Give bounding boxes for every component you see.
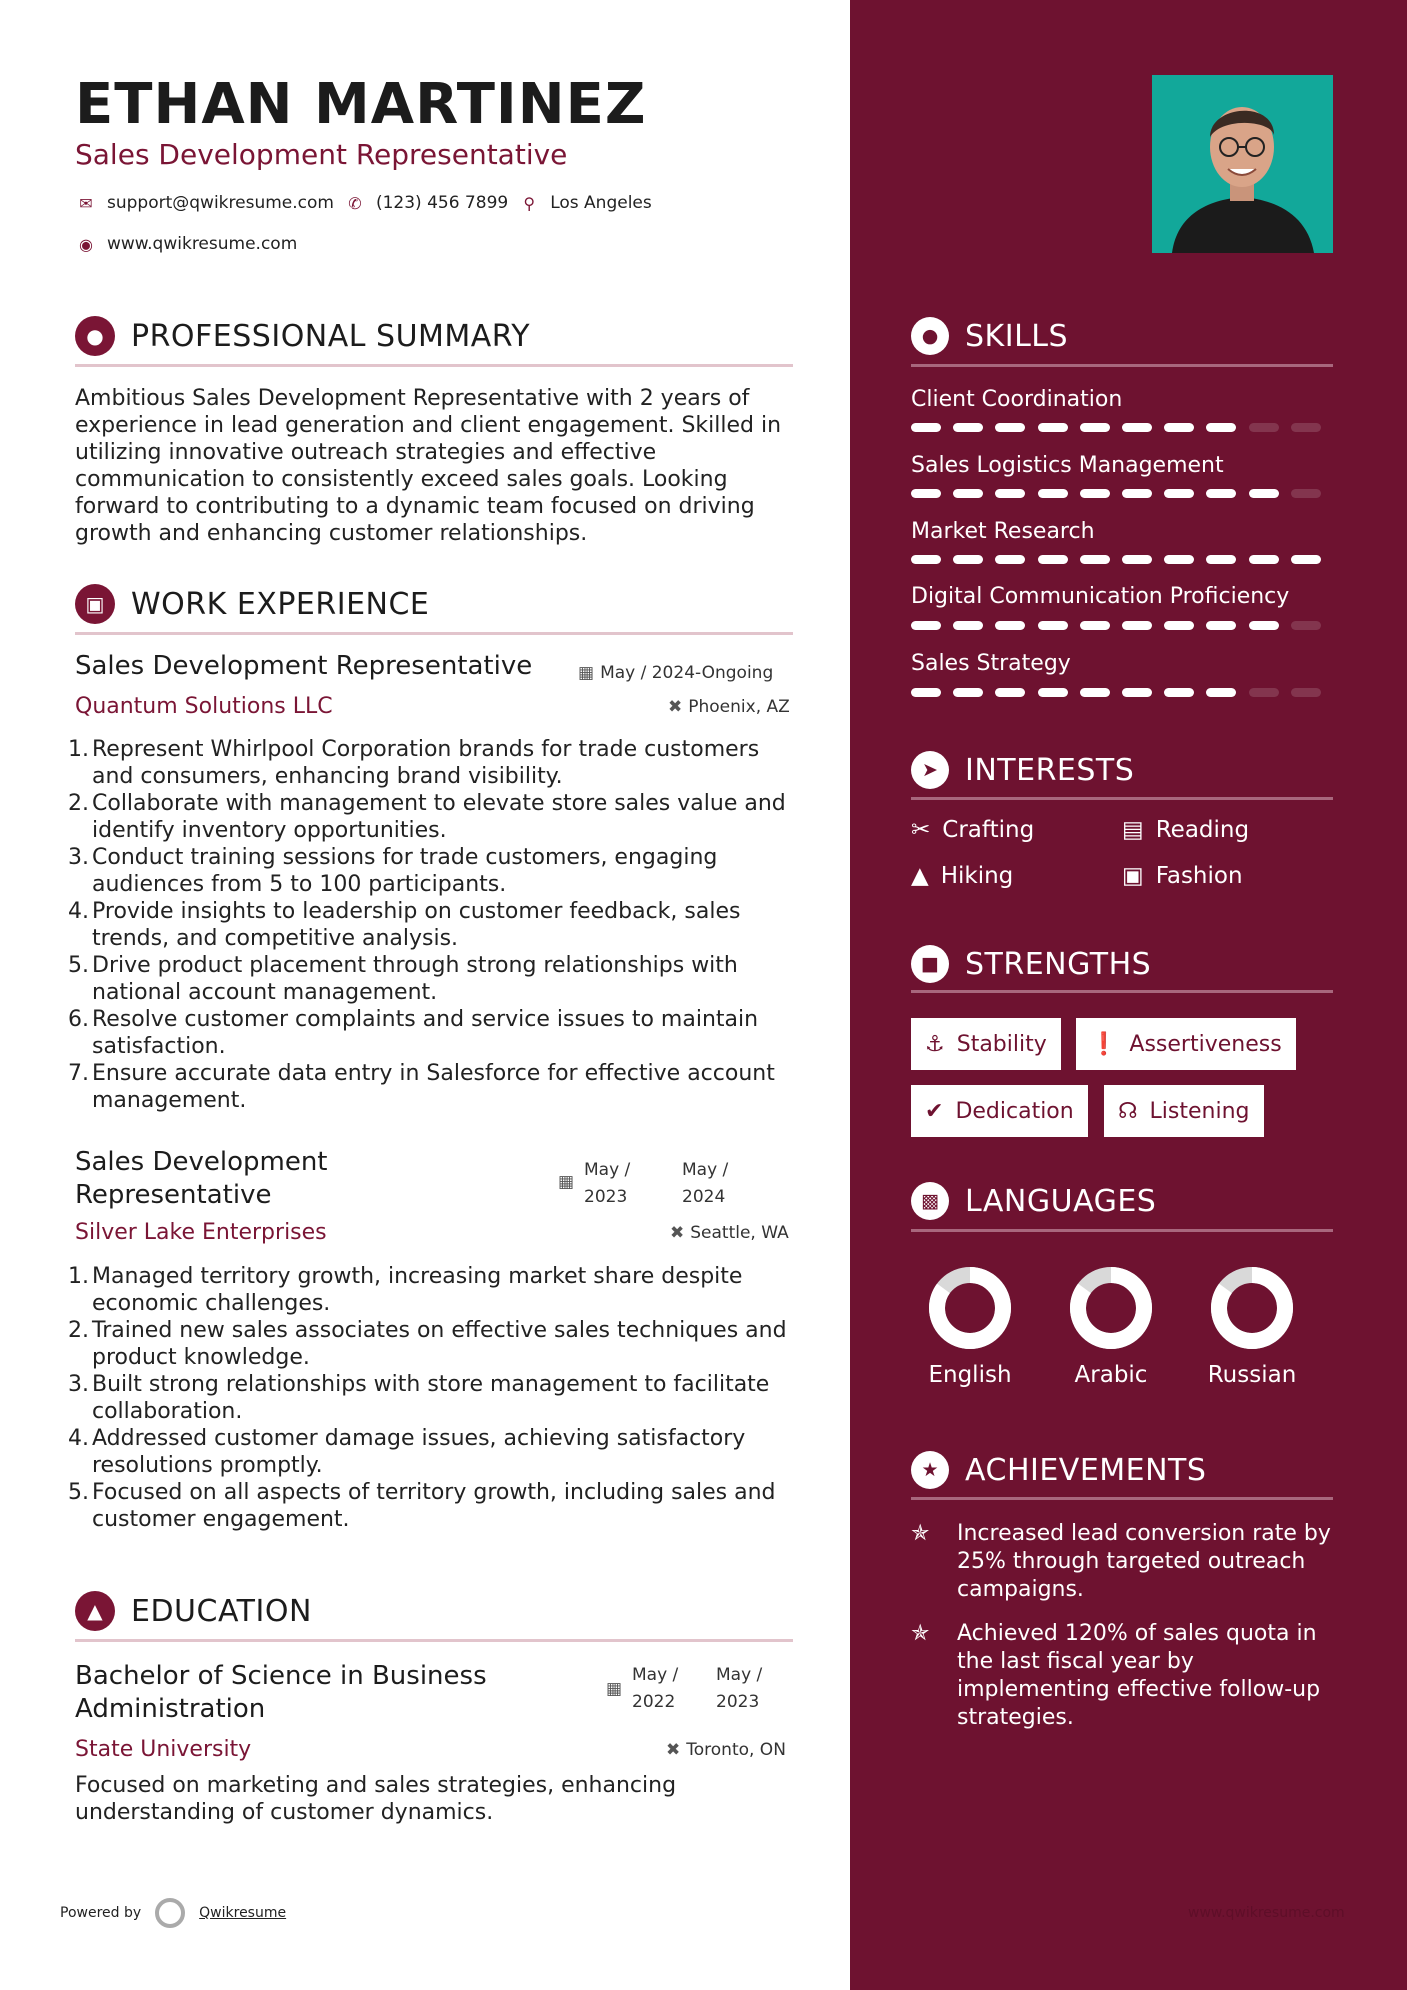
skill-segment: [1206, 621, 1236, 630]
list-item: 5. Drive product placement through strong relationships with national account management.: [68, 953, 738, 1005]
experience-title: WORK EXPERIENCE: [131, 586, 430, 622]
interests-divider: [911, 797, 1333, 800]
skill-segment: [1249, 555, 1279, 564]
book-icon: ▤: [1122, 817, 1144, 843]
language-item: [900, 1266, 1040, 1388]
job-title: Sales Development Representative: [75, 651, 533, 681]
scissors-icon: ✂: [911, 817, 931, 843]
summary-heading: [75, 316, 793, 356]
lightbulb-icon: ●: [911, 317, 949, 355]
list-item: 6. Resolve customer complaints and service issues to maintain satisfaction.: [68, 1007, 759, 1059]
job-duties: [68, 736, 798, 1114]
list-item: 4. Addressed customer damage issues, achieving satisfactory resolutions promptly.: [68, 1426, 746, 1478]
tree-icon: ▲: [911, 863, 929, 889]
skill-label: Sales Logistics Management: [911, 453, 1224, 478]
skill-segment: [1249, 489, 1279, 498]
footer: [60, 1898, 286, 1928]
location-text: Los Angeles: [550, 193, 652, 213]
website-row: [75, 234, 297, 254]
calendar-icon: ▦: [558, 1172, 575, 1192]
skill-segment: [911, 621, 941, 630]
skill-level-bar: [911, 688, 1333, 697]
school-name: State University: [75, 1737, 252, 1762]
achievement-item: ✯ Increased lead conversion rate by 25% through targeted outreach campaigns.: [911, 1521, 1331, 1602]
skill-segment: [1291, 423, 1321, 432]
pushpin-icon: ✖: [668, 697, 683, 717]
skill-level-bar: [911, 489, 1333, 498]
skill-segment: [1080, 489, 1110, 498]
briefcase-icon: ▣: [75, 584, 115, 624]
interest-item: ▤ Reading: [1122, 817, 1250, 843]
skill-segment: [1291, 621, 1321, 630]
exclamation-icon: ❗: [1090, 1031, 1118, 1057]
candidate-role: Sales Development Representative: [75, 138, 568, 171]
job-location: ✖ Phoenix, AZ: [668, 697, 790, 717]
skill-label: Digital Communication Proficiency: [911, 584, 1290, 609]
skill-segment: [1291, 555, 1321, 564]
skill-segment: [1122, 489, 1152, 498]
star-icon: ✯: [911, 1621, 930, 1646]
job-location: ✖ Seattle, WA: [670, 1223, 789, 1243]
list-item: 1. Represent Whirlpool Corporation brands for trade customers and consumers, enhancing brand visibility.: [68, 737, 760, 789]
achievements-divider: [911, 1497, 1333, 1500]
skill-segment: [1206, 423, 1236, 432]
interest-item: ▣ Fashion: [1122, 863, 1243, 889]
achievements-title: ACHIEVEMENTS: [965, 1452, 1207, 1488]
language-name: Arabic: [1074, 1362, 1148, 1388]
language-item: [1182, 1266, 1322, 1388]
skill-segment: [953, 555, 983, 564]
skill-segment: [911, 423, 941, 432]
list-item: 1. Managed territory growth, increasing market share despite economic challenges.: [68, 1264, 743, 1316]
footer-site-link[interactable]: www.qwikresume.com: [1188, 1905, 1345, 1921]
skill-segment: [1038, 621, 1068, 630]
graduation-cap-icon: ▲: [75, 1591, 115, 1631]
skill-segment: [995, 555, 1025, 564]
education-text: Focused on marketing and sales strategies, enhancing understanding of customer dynamics.: [75, 1773, 677, 1825]
paper-plane-icon: ➤: [911, 751, 949, 789]
skill-level-bar: [911, 555, 1333, 564]
skill-segment: [1038, 688, 1068, 697]
skills-title: SKILLS: [965, 318, 1069, 354]
education-divider: [75, 1639, 793, 1642]
skill-label: Client Coordination: [911, 387, 1123, 412]
skill-segment: [1164, 555, 1194, 564]
skill-segment: [995, 423, 1025, 432]
list-item: 5. Focused on all aspects of territory growth, including sales and customer engagement.: [68, 1480, 776, 1532]
shopping-bag-icon: ▣: [1122, 863, 1144, 889]
experience-divider: [75, 632, 793, 635]
language-icon: ▩: [911, 1182, 949, 1220]
skills-divider: [911, 364, 1333, 367]
summary-title: PROFESSIONAL SUMMARY: [131, 318, 531, 354]
website-link[interactable]: www.qwikresume.com: [107, 234, 298, 254]
skill-segment: [995, 489, 1025, 498]
skill-segment: [953, 621, 983, 630]
skill-segment: [953, 688, 983, 697]
skill-segment: [1249, 688, 1279, 697]
anchor-icon: ⚓: [925, 1031, 945, 1057]
skill-segment: [1080, 621, 1110, 630]
achievement-item: ✯ Achieved 120% of sales quota in the last fiscal year by implementing effective follow-up strategies.: [911, 1621, 1321, 1730]
globe-icon: ◉: [79, 234, 93, 254]
list-item: 3. Conduct training sessions for trade customers, engaging audiences from 5 to 100 participants.: [68, 845, 718, 897]
skill-segment: [1080, 688, 1110, 697]
language-name: Russian: [1207, 1362, 1297, 1388]
calendar-icon: ▦: [606, 1679, 623, 1699]
list-item: 3. Built strong relationships with store management to facilitate collaboration.: [68, 1372, 770, 1424]
summary-divider: [75, 364, 793, 367]
skill-segment: [1038, 489, 1068, 498]
skill-segment: [1122, 621, 1152, 630]
skill-segment: [1164, 489, 1194, 498]
job-company: Silver Lake Enterprises: [75, 1220, 327, 1245]
qwikresume-link[interactable]: Qwikresume: [199, 1905, 287, 1921]
skill-segment: [953, 423, 983, 432]
interests-heading: [911, 751, 1333, 789]
strength-badge: ❗ Assertiveness: [1076, 1018, 1296, 1070]
powered-by-label: Powered by: [60, 1905, 142, 1921]
language-name: English: [928, 1362, 1012, 1388]
skill-segment: [1122, 555, 1152, 564]
skill-segment: [1249, 621, 1279, 630]
contact-row: [75, 193, 652, 213]
education-location: ✖ Toronto, ON: [666, 1740, 786, 1760]
list-item: 7. Ensure accurate data entry in Salesforce for effective account management.: [68, 1061, 775, 1113]
skill-segment: [1249, 423, 1279, 432]
star-icon: ★: [911, 1451, 949, 1489]
skill-segment: [1206, 688, 1236, 697]
language-item: [1041, 1266, 1181, 1388]
education-end-date: May / 2023: [716, 1665, 763, 1712]
skill-level-bar: [911, 423, 1333, 432]
phone-text: (123) 456 7899: [375, 193, 509, 213]
phone-icon: ✆: [348, 193, 362, 213]
list-item: 4. Provide insights to leadership on customer feedback, sales trends, and competitive analysis.: [68, 899, 741, 951]
skill-segment: [995, 688, 1025, 697]
skill-segment: [911, 489, 941, 498]
strengths-divider: [911, 990, 1333, 993]
skill-segment: [1206, 555, 1236, 564]
strengths-heading: [911, 945, 1333, 983]
skill-label: Sales Strategy: [911, 651, 1071, 676]
job-duties: [68, 1263, 798, 1533]
skill-segment: [953, 489, 983, 498]
skill-segment: [1122, 688, 1152, 697]
skill-segment: [1164, 688, 1194, 697]
skill-segment: [1164, 621, 1194, 630]
strength-badge: ✔ Dedication: [911, 1085, 1088, 1137]
fist-icon: ■: [911, 945, 949, 983]
calendar-icon: ▦: [578, 663, 595, 683]
envelope-icon: ✉: [79, 193, 93, 213]
email-link[interactable]: support@qwikresume.com: [107, 193, 334, 213]
check-circle-icon: ✔: [925, 1098, 944, 1124]
degree-title: Bachelor of Science in Business Administration: [75, 1661, 487, 1724]
skill-segment: [1080, 555, 1110, 564]
profile-photo-image: [1152, 75, 1333, 253]
job-end-date: May / 2024: [682, 1160, 729, 1207]
candidate-name: ETHAN MARTINEZ: [75, 72, 647, 137]
job-date: ▦ May / 2024-Ongoing: [578, 663, 774, 683]
experience-heading: [75, 584, 793, 624]
skill-segment: [1291, 489, 1321, 498]
skills-heading: [911, 317, 1333, 355]
language-ring: [1069, 1266, 1153, 1350]
interest-item: ✂ Crafting: [911, 817, 1035, 843]
skill-segment: [1038, 555, 1068, 564]
job-company: Quantum Solutions LLC: [75, 694, 333, 719]
interests-title: INTERESTS: [965, 752, 1135, 788]
education-heading: [75, 1591, 793, 1631]
languages-title: LANGUAGES: [965, 1183, 1157, 1219]
language-ring: [1210, 1266, 1294, 1350]
interest-item: ▲ Hiking: [911, 863, 1014, 889]
skill-level-bar: [911, 621, 1333, 630]
strength-badge: ⚓ Stability: [911, 1018, 1061, 1070]
pushpin-icon: ✖: [666, 1740, 681, 1760]
achievements-heading: [911, 1451, 1333, 1489]
qwikresume-logo-icon: [155, 1898, 185, 1928]
education-start-date: May / 2022: [632, 1665, 679, 1712]
job-title: Sales Development Representative: [75, 1147, 328, 1210]
summary-text: Ambitious Sales Development Representative with 2 years of experience in lead generation and client engagement. Skilled in utilizing innovative outreach strategies and effective communication to consistently exceed sales goals. Looking forward to contributing to a dynamic team focused on driving growth and enhancing customer relationships.: [75, 386, 782, 546]
profile-photo: [1152, 75, 1333, 253]
skill-segment: [911, 688, 941, 697]
headphones-icon: ☊: [1118, 1098, 1138, 1124]
education-title: EDUCATION: [131, 1593, 312, 1629]
list-item: 2. Trained new sales associates on effective sales techniques and product knowledge.: [68, 1318, 787, 1370]
user-icon: ●: [75, 316, 115, 356]
skill-segment: [995, 621, 1025, 630]
list-item: 2. Collaborate with management to elevate store sales value and identify inventory opportunities.: [68, 791, 786, 843]
skill-segment: [1080, 423, 1110, 432]
languages-divider: [911, 1229, 1333, 1232]
languages-heading: [911, 1182, 1333, 1220]
skill-segment: [1038, 423, 1068, 432]
language-ring: [928, 1266, 1012, 1350]
skill-segment: [1164, 423, 1194, 432]
star-icon: ✯: [911, 1521, 930, 1546]
strengths-title: STRENGTHS: [965, 946, 1152, 982]
map-marker-icon: ⚲: [523, 193, 536, 213]
skill-segment: [1122, 423, 1152, 432]
skill-segment: [1206, 489, 1236, 498]
pushpin-icon: ✖: [670, 1223, 685, 1243]
job-start-date: May / 2023: [584, 1160, 631, 1207]
skill-segment: [1291, 688, 1321, 697]
skill-label: Market Research: [911, 519, 1095, 544]
skill-segment: [911, 555, 941, 564]
strength-badge: ☊ Listening: [1104, 1085, 1264, 1137]
